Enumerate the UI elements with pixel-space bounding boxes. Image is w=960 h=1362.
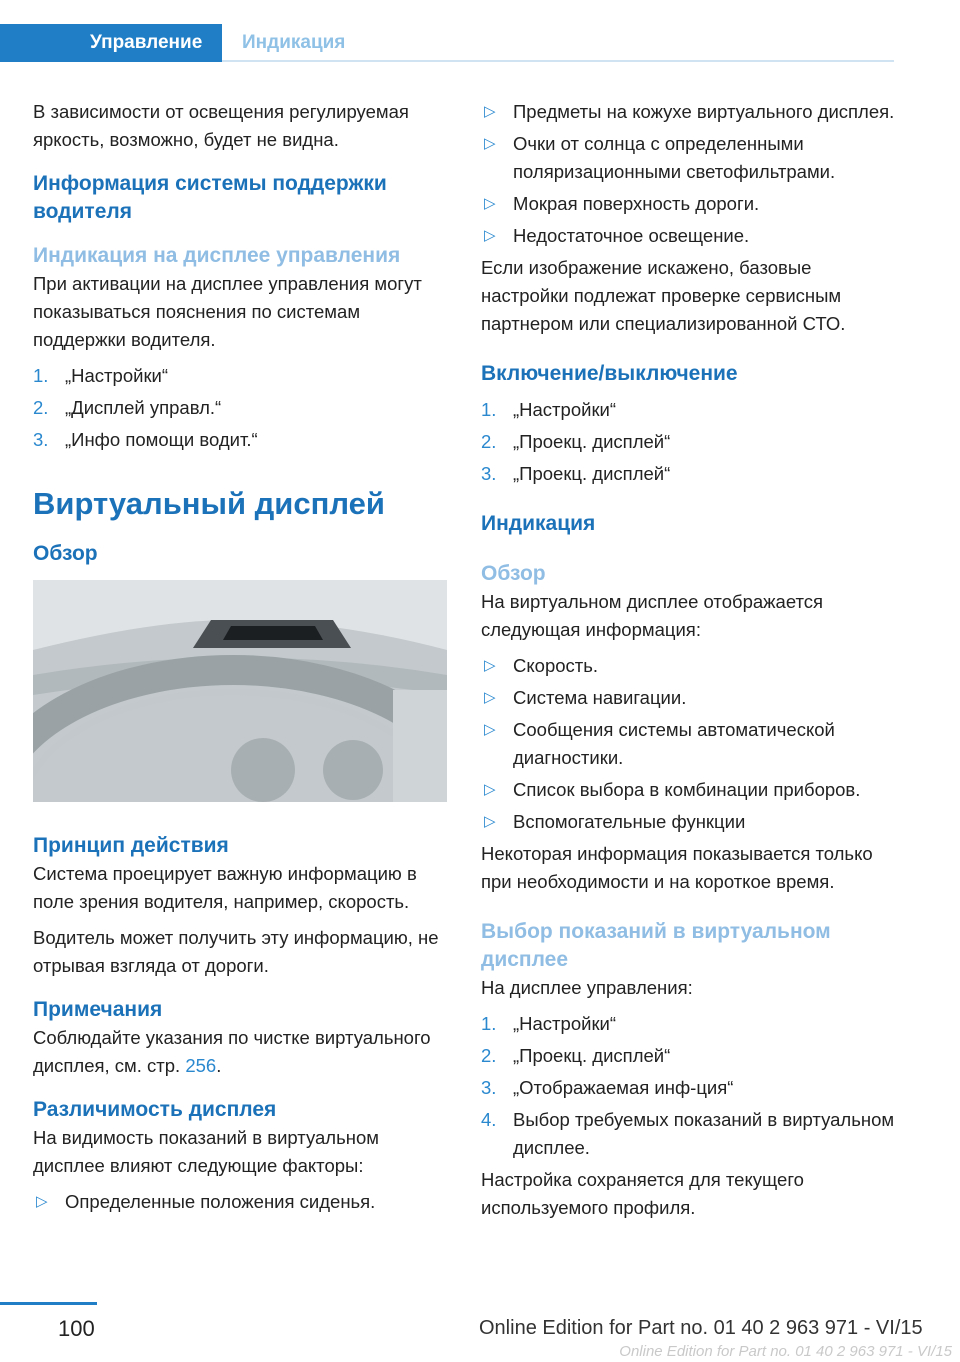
list-item	[481, 1106, 896, 1162]
heading-notes: Примечания	[33, 998, 163, 1021]
triangle-bullet-icon: ▷	[484, 813, 496, 830]
list-item-text: Скорость.	[513, 655, 599, 676]
list-item-text: Вспомогательные функции	[513, 811, 746, 832]
list-item-text: Мокрая поверхность дороги.	[513, 193, 760, 214]
list-number: 3.	[481, 463, 497, 484]
steps-list-select	[481, 1010, 896, 1162]
list-item-text: „Отображаемая инф-ция“	[513, 1077, 734, 1098]
list-number: 2.	[481, 431, 497, 452]
heading-display-indication: Индикация на дисплее управления	[33, 244, 401, 267]
heading-overview: Обзор	[33, 542, 98, 565]
list-item	[481, 98, 896, 126]
list-item-text: Определенные положения сиденья.	[65, 1191, 376, 1212]
list-item-text: Выбор требуемых показаний в виртуальном дисплее.	[513, 1109, 895, 1158]
header-tabbar	[0, 24, 894, 62]
list-item-text: Недостаточное освещение.	[513, 225, 750, 246]
paragraph-saved: Настройка сохраняется для текущего используемого профиля.	[481, 1169, 804, 1218]
tab-controls[interactable]: Управление	[0, 24, 222, 62]
list-item	[481, 652, 896, 680]
paragraph-distorted: Если изображение искажено, базовые настройки подлежат проверке сервисным партнером или специализированной СТО.	[481, 257, 846, 334]
list-item	[481, 130, 896, 186]
paragraph-overview: На виртуальном дисплее отображается следующая информация:	[481, 591, 824, 640]
list-number: 3.	[481, 1077, 497, 1098]
list-number: 1.	[33, 365, 49, 386]
heading-virtual-display: Виртуальный дисплей	[33, 486, 385, 521]
list-item	[481, 1010, 896, 1038]
notes-end: .	[216, 1055, 222, 1076]
notes-text: Соблюдайте указания по чистке виртуального дисплея, см. стр.	[33, 1027, 431, 1076]
dashboard-photo	[33, 580, 447, 802]
list-item-text: „Инфо помощи водит.“	[65, 429, 258, 450]
heading-display-visibility: Различимость дисплея	[33, 1098, 277, 1121]
list-item	[481, 222, 896, 250]
paragraph-principle-2: Водитель может получить эту информацию, не отрывая взгляда от дороги.	[33, 927, 439, 976]
paragraph-visibility: В зависимости от освещения регулируемая яркость, возможно, будет не видна.	[33, 101, 409, 150]
info-items-list	[481, 652, 896, 836]
heading-overview-right: Обзор	[481, 562, 546, 585]
list-number: 1.	[481, 399, 497, 420]
triangle-bullet-icon: ▷	[484, 689, 496, 706]
paragraph-principle-1: Система проецирует важную информацию в поле зрения водителя, например, скорость.	[33, 863, 417, 912]
list-item	[33, 1188, 453, 1216]
list-item-text: „Настройки“	[65, 365, 169, 386]
heading-driver-info: Информация системы поддержки водителя	[33, 172, 387, 223]
triangle-bullet-icon: ▷	[484, 195, 496, 212]
paragraph-visibility-factors: На видимость показаний в виртуальном дисплее влияют следующие факторы:	[33, 1127, 379, 1176]
list-item	[481, 1042, 896, 1070]
triangle-bullet-icon: ▷	[484, 721, 496, 738]
list-item-text: Очки от солнца с определенными поляризационными светофильтрами.	[513, 133, 836, 182]
left-column	[33, 98, 453, 1220]
page-number-bar	[0, 1302, 97, 1305]
triangle-bullet-icon: ▷	[484, 781, 496, 798]
list-item	[481, 776, 896, 804]
triangle-bullet-icon: ▷	[484, 227, 496, 244]
list-item-text: „Дисплей управл.“	[65, 397, 222, 418]
heading-on-off: Включение/выключение	[481, 362, 738, 385]
list-item-text: Предметы на кожухе виртуального дисплея.	[513, 101, 895, 122]
right-column	[481, 98, 896, 1222]
page-link-256[interactable]: 256	[185, 1055, 217, 1076]
list-item-text: „Проекц. дисплей“	[513, 431, 671, 452]
list-item	[481, 684, 896, 712]
list-item-text: Список выбора в комбинации приборов.	[513, 779, 861, 800]
list-item-text: „Настройки“	[513, 1013, 617, 1034]
heading-principle: Принцип действия	[33, 834, 229, 857]
list-number: 2.	[481, 1045, 497, 1066]
list-item	[33, 426, 453, 454]
list-item	[481, 428, 896, 456]
steps-list-1	[33, 362, 453, 454]
factors-list-right	[481, 98, 896, 250]
triangle-bullet-icon: ▷	[36, 1193, 48, 1210]
list-number: 4.	[481, 1109, 497, 1130]
list-item-text: Сообщения системы автоматической диагностики.	[513, 719, 835, 768]
paragraph-some-info: Некоторая информация показывается только при необходимости и на короткое время.	[481, 843, 873, 892]
heading-indication: Индикация	[481, 512, 596, 535]
list-item	[481, 808, 896, 836]
paragraph-notes	[33, 1024, 453, 1080]
list-number: 2.	[33, 397, 49, 418]
factors-list-left	[33, 1188, 453, 1216]
list-item-text: „Проекц. дисплей“	[513, 463, 671, 484]
tab-displays[interactable]: Индикация	[242, 32, 346, 53]
list-item-text: „Настройки“	[513, 399, 617, 420]
triangle-bullet-icon: ▷	[484, 657, 496, 674]
list-item	[481, 396, 896, 424]
footer-edition: Online Edition for Part no. 01 40 2 963 971 - VI/15	[479, 1317, 923, 1339]
header-rule	[222, 60, 894, 62]
list-item	[481, 716, 896, 772]
page-number: 100	[58, 1316, 95, 1341]
watermark: Online Edition for Part no. 01 40 2 963 971 - VI/15	[619, 1343, 952, 1360]
list-item	[481, 1074, 896, 1102]
heading-select-indications: Выбор показаний в виртуальном дисплее	[481, 920, 831, 971]
list-item	[481, 460, 896, 488]
list-item	[33, 362, 453, 390]
paragraph-display-indication: При активации на дисплее управления могут показываться пояснения по системам поддержки водителя.	[33, 273, 422, 350]
list-item	[481, 190, 896, 218]
steps-list-onoff	[481, 396, 896, 488]
triangle-bullet-icon: ▷	[484, 135, 496, 152]
triangle-bullet-icon: ▷	[484, 103, 496, 120]
list-number: 1.	[481, 1013, 497, 1034]
list-number: 3.	[33, 429, 49, 450]
list-item	[33, 394, 453, 422]
list-item-text: Система навигации.	[513, 687, 687, 708]
list-item-text: „Проекц. дисплей“	[513, 1045, 671, 1066]
paragraph-select: На дисплее управления:	[481, 977, 693, 998]
